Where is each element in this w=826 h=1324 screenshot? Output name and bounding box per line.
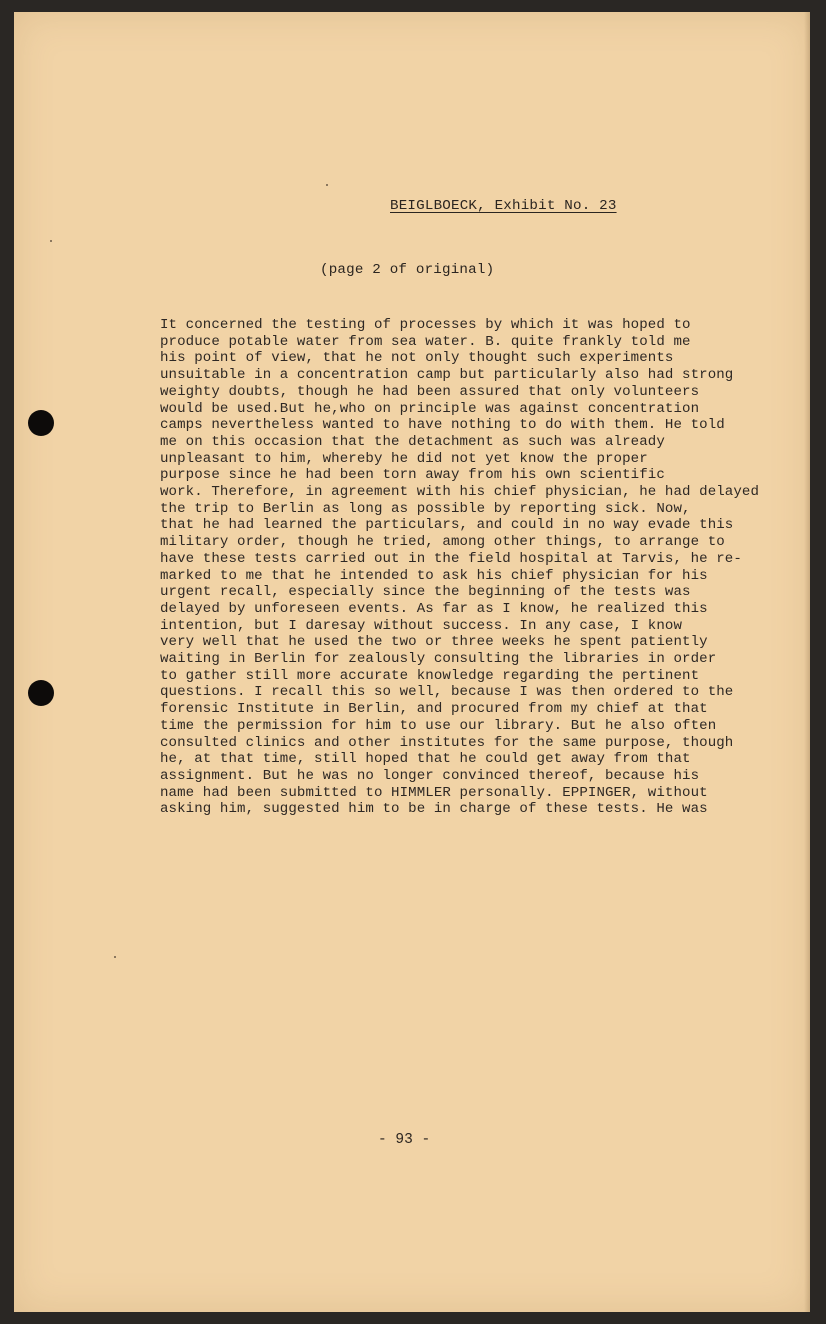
body-line: forensic Institute in Berlin, and procured from my chief at that [160, 701, 708, 718]
body-line: unpleasant to him, whereby he did not yet know the proper [160, 450, 648, 467]
punch-hole [28, 410, 54, 436]
body-line: marked to me that he intended to ask his chief physician for his [160, 567, 708, 584]
body-line: time the permission for him to use our library. But he also often [160, 717, 717, 734]
body-line: he, at that time, still hoped that he could get away from that [160, 751, 691, 768]
punch-hole [28, 680, 54, 706]
body-line: delayed by unforeseen events. As far as I know, he realized this [160, 600, 708, 617]
body-line: very well that he used the two or three weeks he spent patiently [160, 634, 708, 651]
body-line: weighty doubts, though he had been assured that only volunteers [160, 383, 700, 400]
body-line: purpose since he had been torn away from his own scientific [160, 467, 665, 484]
body-line: unsuitable in a concentration camp but particularly also had strong [160, 367, 734, 384]
page-edge-shadow [804, 12, 810, 1312]
body-line: consulted clinics and other institutes for the same purpose, though [160, 734, 734, 751]
body-text [160, 317, 800, 818]
body-line: camps nevertheless wanted to have nothing to do with them. He told [160, 417, 725, 434]
body-line: that he had learned the particulars, and could in no way evade this [160, 517, 734, 534]
body-line: have these tests carried out in the field hospital at Tarvis, he re- [160, 550, 742, 567]
paper-speck [326, 184, 328, 186]
body-line: asking him, suggested him to be in charge of these tests. He was [160, 801, 708, 818]
paper-speck [114, 956, 116, 958]
body-line: name had been submitted to HIMMLER personally. EPPINGER, without [160, 784, 708, 801]
body-line: waiting in Berlin for zealously consulting the libraries in order [160, 651, 717, 668]
body-line: produce potable water from sea water. B. quite frankly told me [160, 333, 691, 350]
body-line: urgent recall, especially since the beginning of the tests was [160, 584, 691, 601]
body-line: the trip to Berlin as long as possible by reporting sick. Now, [160, 500, 691, 517]
page-number: - 93 - [378, 1132, 431, 1148]
exhibit-header: BEIGLBOECK, Exhibit No. 23 [390, 198, 617, 214]
body-line: to gather still more accurate knowledge regarding the pertinent [160, 667, 700, 684]
document-page [14, 12, 810, 1312]
body-line: would be used.But he,who on principle was against concentration [160, 400, 700, 417]
body-line: assignment. But he was no longer convinced thereof, because his [160, 767, 700, 784]
body-line: work. Therefore, in agreement with his chief physician, he had delayed [160, 484, 760, 501]
body-line: me on this occasion that the detachment as such was already [160, 433, 665, 450]
body-line: military order, though he tried, among other things, to arrange to [160, 534, 725, 551]
body-line: intention, but I daresay without success. In any case, I know [160, 617, 683, 634]
body-line: questions. I recall this so well, because I was then ordered to the [160, 684, 734, 701]
page-origin-note: (page 2 of original) [320, 262, 495, 278]
body-line: It concerned the testing of processes by which it was hoped to [160, 317, 691, 333]
paper-speck [50, 240, 52, 242]
body-line: his point of view, that he not only thought such experiments [160, 350, 674, 367]
